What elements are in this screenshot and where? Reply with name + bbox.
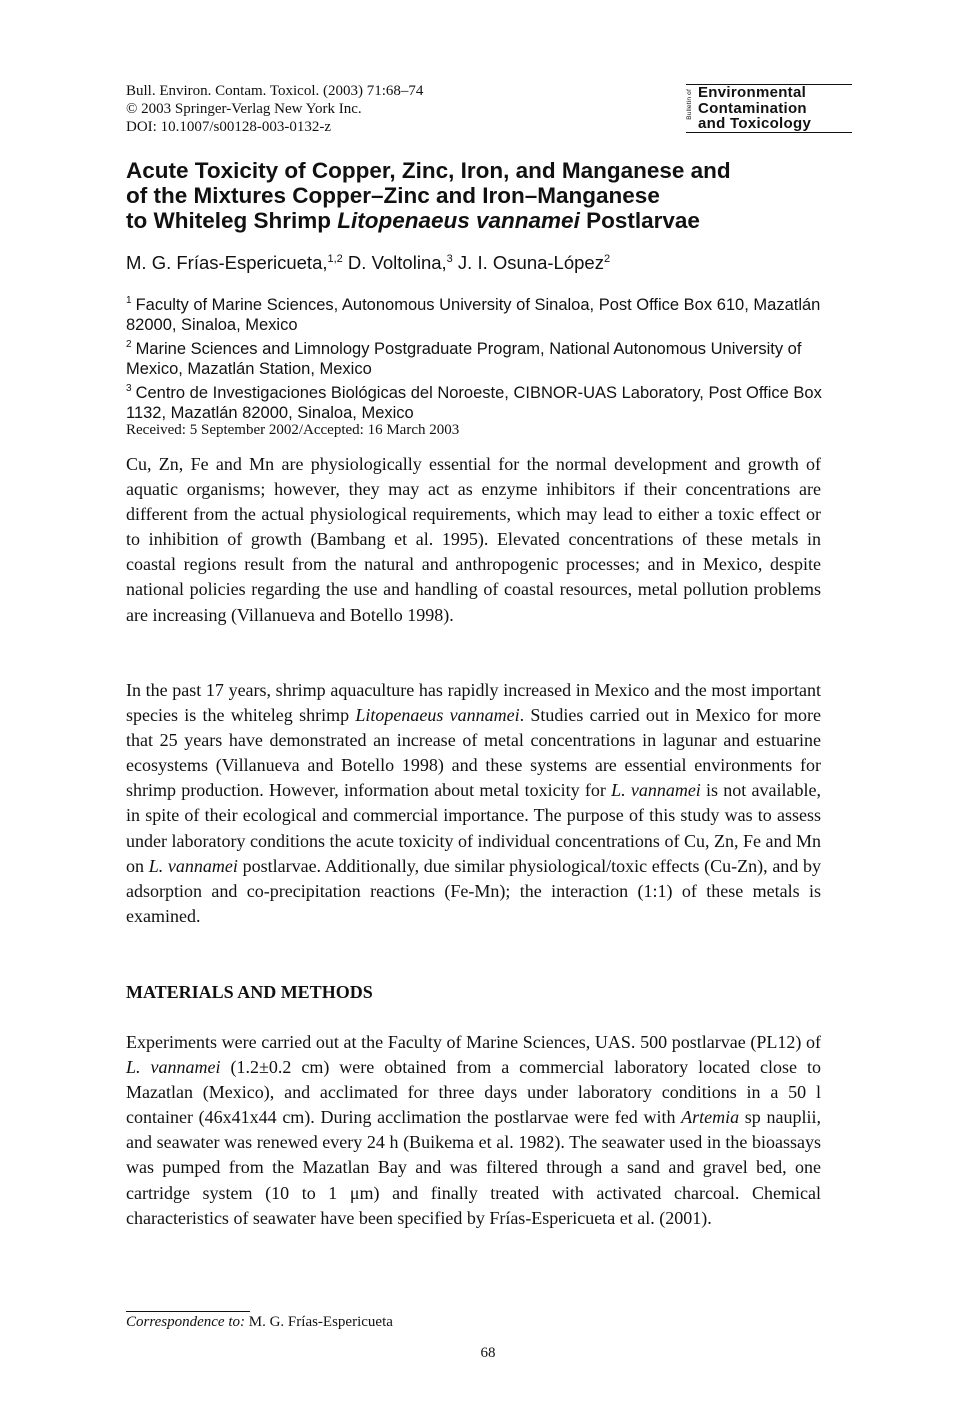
paragraph-text: In the past 17 years, shrimp aquaculture has rapidly increased in Mexico and the most important species is the whiteleg shrimp [126,680,821,726]
affiliation-text: Centro de Investigaciones Biológicas del Noroeste, CIBNOR-UAS Laboratory, Post Office Box 1132, Mazatlán 82000, Sinaloa, Mexico [126,384,822,422]
author-name: M. G. Frías-Espericueta, [126,252,328,273]
affiliations [126,291,861,423]
paragraph-text: . Studies carried out in Mexico for more that 25 years have demonstrated an increase of metal concentrations in lagunar and estuarine ecosystems (Villanueva and Botello 1998) and these systems are essential environments for shrimp production. However, information about metal toxicity for [126,705,821,801]
author-list [126,252,610,274]
intro-paragraph-1: Cu, Zn, Fe and Mn are physiologically essential for the normal development and growth of aquatic organisms; however, they may act as enzyme inhibitors if their concentrations are different from the actual physiological requirements, which may lead to either a toxic effect or to inhibition of growth (Bambang et al. 1995). Elevated concentrations of these metals in coastal regions result from the natural and anthropogenic processes; and in Mexico, despite national policies regarding the use and handling of coastal resources, metal pollution problems are increasing (Villanueva and Botello 1998). [126,454,821,625]
species-name: Litopenaeus vannamei [355,705,520,726]
logo-line-2: Contamination [698,99,807,117]
title-species-name: Litopenaeus vannamei [337,208,580,233]
author-affiliation-marker: 1,2 [327,253,343,265]
title-line-3-end: Postlarvae [579,208,700,233]
logo-bulletin-label: Bulletin of [686,89,693,120]
species-name: L. vannamei [148,855,238,876]
journal-citation-block [126,82,423,136]
affiliation-number: 3 [126,383,132,394]
title-line-2: of the Mixtures Copper–Zinc and Iron–Manganese [126,183,660,208]
author-name: D. Voltolina, [342,252,447,273]
paper-title [126,158,856,233]
title-line-1: Acute Toxicity of Copper, Zinc, Iron, and Manganese and [126,158,731,183]
intro-paragraph-2 [126,678,821,929]
affiliation-text: Faculty of Marine Sciences, Autonomous University of Sinaloa, Post Office Box 610, Mazatlán 82000, Sinaloa, Mexico [126,296,821,334]
logo-line-3: and Toxicology [698,115,812,132]
title-line-3-text: to Whiteleg Shrimp [126,208,338,233]
affiliation-item [126,291,861,335]
paragraph-text: (1.2±0.2 cm) were obtained from a commercial laboratory located close to Mazatlan (Mexico), and acclimated for three days under laboratory conditions in a 50 l container (46x41x44 cm). During acclimation the postlarvae were fed with [126,1057,821,1128]
affiliation-number: 2 [126,339,132,350]
species-name: L. vannamei [126,1057,221,1078]
received-accepted-dates: Received: 5 September 2002/Accepted: 16 March 2003 [126,422,460,438]
author-affiliation-marker: 3 [446,253,453,265]
affiliation-item [126,335,861,379]
correspondence-footnote [126,1314,393,1331]
footnote-label: Correspondence to: [126,1314,246,1330]
title-line-3 [126,208,856,233]
species-name: L. vannamei [611,780,701,801]
logo-line-1: Environmental [698,84,807,101]
paragraph-text: postlarvae. Additionally, due similar physiological/toxic effects (Cu-Zn), and by adsorption and co-precipitation reactions (Fe-Mn); the interaction (1:1) of these metals is examined. [126,855,821,926]
paragraph-text: is not available, in spite of their ecological and commercial importance. The purpose of this study was to assess under laboratory conditions the acute toxicity of individual concentrations of Cu, Zn, Fe and Mn on [126,780,821,876]
affiliation-number: 1 [126,295,132,306]
section-heading: MATERIALS AND METHODS [126,982,373,1002]
journal-citation: Bull. Environ. Contam. Toxicol. (2003) 71:68–74 [126,83,424,99]
author-name: J. I. Osuna-López [452,252,604,273]
methods-paragraph-1 [126,1030,821,1231]
footnote-rule [126,1311,250,1312]
page-number: 68 [480,1345,496,1361]
affiliation-item [126,379,861,423]
author-affiliation-marker: 2 [603,253,611,265]
paragraph-text: Experiments were carried out at the Faculty of Marine Sciences, UAS. 500 postlarvae (PL12) of [126,1032,821,1052]
footnote-name: M. G. Frías-Espericueta [245,1314,393,1330]
journal-logo [686,84,852,133]
affiliation-text: Marine Sciences and Limnology Postgraduate Program, National Autonomous University of Mexico, Mazatlán Station, Mexico [126,340,802,378]
doi-line: DOI: 10.1007/s00128-003-0132-z [126,119,331,135]
genus-name: Artemia [681,1107,740,1128]
copyright-line: © 2003 Springer-Verlag New York Inc. [126,101,362,117]
paragraph-text: sp nauplii, and seawater was renewed every 24 h (Buikema et al. 1982). The seawater used in the bioassays was pumped from the Mazatlan Bay and was filtered through a sand and gravel bed, one cartridge system (10 to 1 μm) and finally treated with activated charcoal. Chemical characteristics of seawater have been specified by Frías-Espericueta et al. (2001). [126,1107,821,1228]
